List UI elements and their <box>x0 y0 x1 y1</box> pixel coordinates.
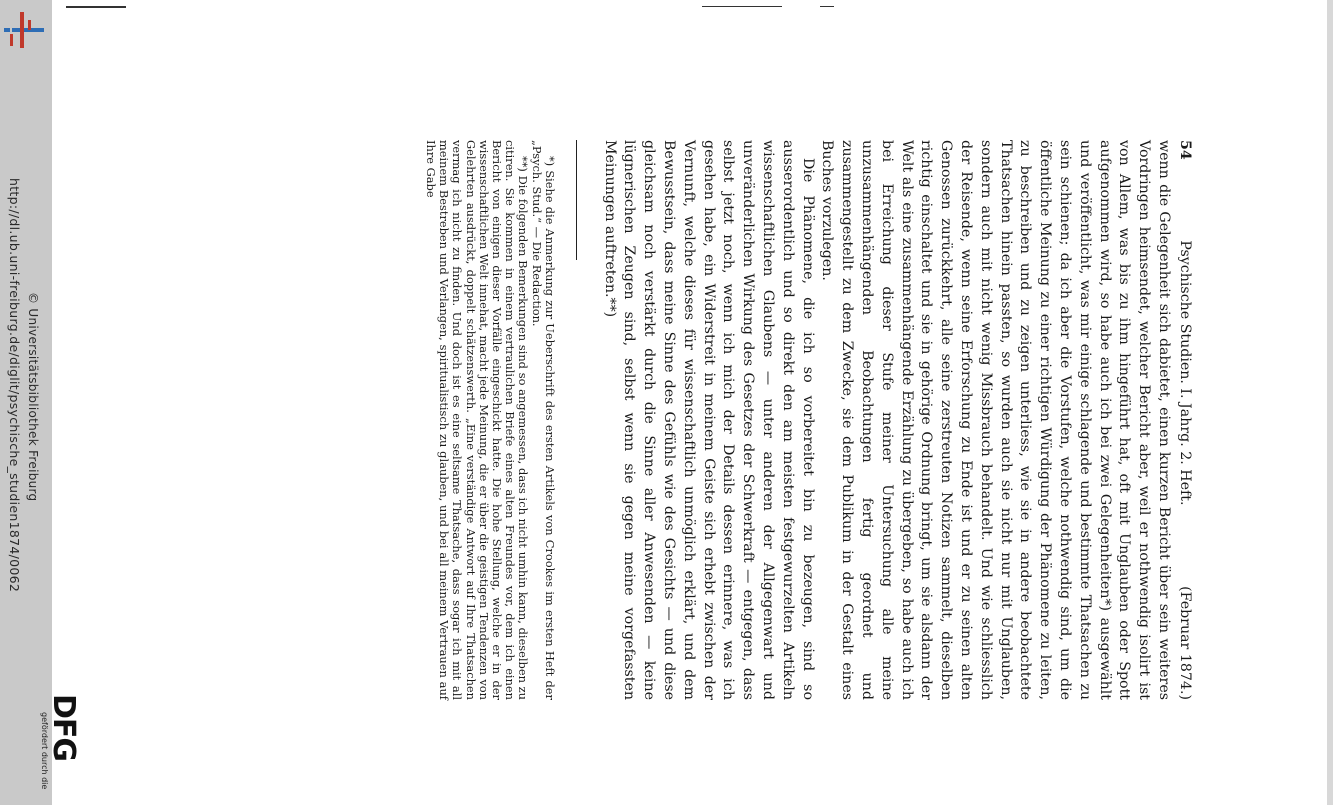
footnote: *) Siehe die Anmerkung zur Ueberschrift des ersten Artikels von Crookes im ersten Heft der „Psych. Stud.“ — Die Redaction. <box>529 140 557 700</box>
running-header <box>1177 140 1193 700</box>
scan-mark <box>702 6 782 7</box>
scan-mark <box>820 6 834 7</box>
footnote: **) Die folgenden Bemerkungen sind so angemessen, dass ich nicht umhin kann, dieselben zu citiren. Sie kommen in einem vertraulichen Briefe eines alten Freundes vor, dem ich einen Bericht von einigen dieser Vorfälle eingeschickt hatte. Die hohe Stellung, welche er in der wissenschaftlichen Welt innehat, macht jede Meinung, die er über die geistigen Tendenzen von Gelehrten ausdrückt, doppelt schätzenswerth. „Eine verständige Antwort auf Ihre Thatsachen vermag ich nicht zu finden. Und doch ist es eine seltsame Thatsache, dass sogar ich mit all meinem Bestreben und Verlangen, spiritualistisch zu glauben, und bei all meinem Vertrauen auf Ihre Gabe <box>424 140 531 700</box>
viewer-sidebar <box>0 0 82 805</box>
body-paragraph: Die Phänomene, die ich so vorbereitet bin zu bezeugen, sind so ausserordentlich und so direkt den am meisten festgewurzelten Artikeln wissenschaftlichen Glaubens — unter anderen der Allgegenwart und unveränderlichen Wirkung des Gesetzes der Schwerkraft — entgegen, dass selbst jetzt noch, wenn ich mich der Details dessen erinnere, was ich gesehen habe, ein Widerstreit in meinem Geiste sich erhebt zwischen der Vernunft, welche dieses für wissenschaftlich unmöglich erklärt, und dem Bewusstsein, dass meine Sinne des Gefühls wie des Gesichts — und diese gleichsam noch verstärkt durch die Sinne aller Anwesenden — keine lügnerischen Zeugen sind, selbst wenn sie gegen meine vorgefassten Meinungen auftreten.**) <box>601 140 816 700</box>
ub-freiburg-logo-icon <box>2 8 46 52</box>
page-number: 54 <box>1177 140 1193 160</box>
scanned-page <box>193 140 1193 700</box>
issue-date: (Februar 1874.) <box>1177 586 1193 700</box>
copyright-notice: © Universitätsbibliothek Freiburg <box>26 292 40 502</box>
source-url-link[interactable]: http://dl.ub.uni-freiburg.de/diglit/psychische_studien1874/0062 <box>7 178 22 593</box>
footnote-divider <box>576 140 577 260</box>
dfg-funding-note: gefördert durch die <box>40 712 49 790</box>
journal-title: Psychische Studien. I. Jahrg. 2. Heft. <box>1177 240 1193 506</box>
vertical-scrollbar[interactable] <box>1327 0 1333 805</box>
scan-mark <box>66 6 126 8</box>
body-paragraph: wenn die Gelegenheit sich dabietet, einen kurzen Bericht über sein weiteres Vordringen heimsendet, welcher Bericht aber, weil er nothwendig isolirt ist von Allem, was bis zu ihm hingeführt hat, oft mit Unglauben oder Spott aufgenommen wird, so habe auch ich bei zwei Gelegenheiten*) ausgewählt und veröffentlicht, was mir einige schlagende und bestimmte Thatsachen zu sein schienen; da ich aber die Vorstufen, welche nothwendig sind, um die öffentliche Meinung zu einer richtigen Würdigung der Phänomene zu leiten, zu beschreiben und zu zeigen unterliess, wie sie in andere beobachtete Thatsachen hinein passten, so wurden auch sie nicht nur mit Unglauben, sondern auch mit nicht wenig Missbrauch behandelt. Und wie schliesslich der Reisende, wenn seine Erforschung zu Ende ist und er zu seinen alten Genossen zurückkehrt, alle seine zerstreuten Notizen sammelt, dieselben richtig einschaltet und sie in gehörige Ordnung bringt, um sie alsdann der Welt als eine zusammenhängende Erzählung zu übergeben, so habe auch ich bei Erreichung dieser Stufe meiner Untersuchung alle meine unzusammenhängenden Beobachtungen fertig geordnet und zusammengestellt zu dem Zwecke, sie dem Publikum in der Gestalt eines Buches vorzulegen. <box>819 140 1172 700</box>
dfg-logo: DFG <box>46 693 82 762</box>
